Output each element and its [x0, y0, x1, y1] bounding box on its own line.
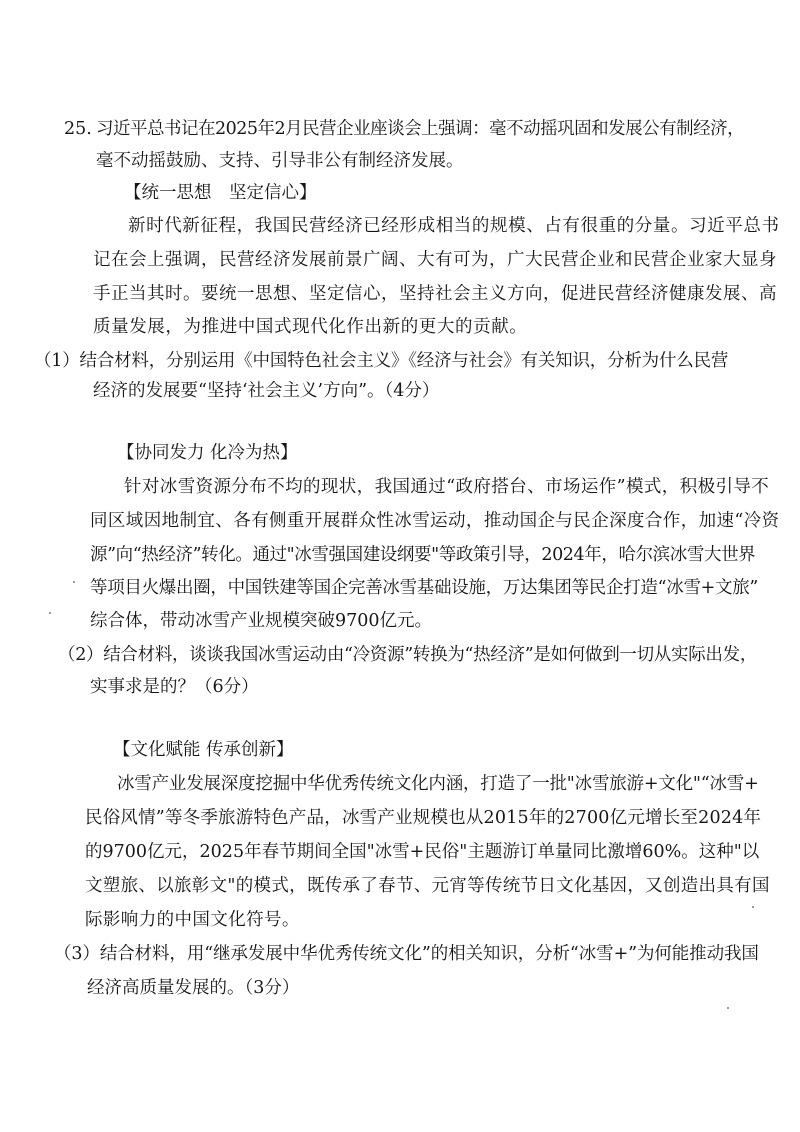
section2-question-line-2: 实事求是的？（6分） — [90, 677, 259, 697]
section1-question-line-1: （1）结合材料，分别运用《中国特色社会主义》《经济与社会》有关知识，分析为什么民营 — [34, 351, 729, 371]
section3-material-line-3: 的9700亿元，2025年春节期间全国"冰雪+民俗"主题游订单量同比激增60%。这种"以 — [85, 842, 760, 862]
section3-material-line-4: 文塑旅、以旅彰文"的模式，既传承了春节、元宵等传统节日文化基因，又创造出具有国 — [85, 876, 770, 896]
section2-material-line-2: 同区域因地制宜、各有侧重开展群众性冰雪运动，推动国企与民企深度合作，加速“冷资 — [90, 511, 780, 531]
scan-speck — [49, 612, 51, 614]
section1-heading: 【统一思想 坚定信心】 — [124, 183, 317, 203]
section3-question-line-1: （3）结合材料，用“继承发展中华优秀传统文化”的相关知识，分析“冰雪+”为何能推动我国 — [54, 944, 759, 964]
section3-material-line-2: 民俗风情”等冬季旅游特色产品，冰雪产业规模也从2015年的2700亿元增长至2024年 — [85, 808, 762, 828]
section1-question-line-2: 经济的发展要“坚持‘社会主义’方向”。（4分） — [93, 381, 440, 401]
section1-material-line-3: 手正当其时。要统一思想、坚定信心，坚持社会主义方向，促进民营经济健康发展、高 — [93, 284, 777, 304]
question-number: 25. — [64, 119, 92, 139]
section3-question-line-2: 经济高质量发展的。（3分） — [87, 978, 300, 998]
section3-material-line-1: 冰雪产业发展深度挖掘中华优秀传统文化内涵，打造了一批"冰雪旅游+文化"“冰雪+ — [117, 774, 759, 794]
question-stem-line-2: 毫不动摇鼓励、支持、引导非公有制经济发展。 — [96, 151, 464, 171]
section2-material-line-3: 源”向“热经济”转化。通过"冰雪强国建设纲要"等政策引导，2024年，哈尔滨冰雪大世界 — [90, 545, 756, 565]
section1-material-line-1: 新时代新征程，我国民营经济已经形成相当的规模、占有很重的分量。习近平总书 — [128, 216, 780, 236]
section1-material-line-4: 质量发展，为推进中国式现代化作出新的更大的贡献。 — [93, 317, 528, 337]
question-stem-line-1: 习近平总书记在2025年2月民营企业座谈会上强调：毫不动摇巩固和发展公有制经济， — [96, 119, 745, 139]
scan-speck — [73, 581, 75, 583]
section2-question-line-1: （2）结合材料，谈谈我国冰雪运动由“冷资源”转换为“热经济”是如何做到一切从实际出发， — [58, 645, 758, 665]
section2-material-line-5: 综合体，带动冰雪产业规模突破9700亿元。 — [90, 611, 433, 631]
section2-material-line-4: 等项目火爆出圈，中国铁建等国企完善冰雪基础设施，万达集团等民企打造“冰雪+文旅” — [90, 578, 759, 598]
section3-heading: 【文化赋能 传承创新】 — [113, 740, 294, 760]
scan-speck — [752, 906, 754, 908]
section3-material-line-5: 际影响力的中国文化符号。 — [85, 910, 300, 930]
section1-material-line-2: 记在会上强调，民营经济发展前景广阔、大有可为，广大民营企业和民营企业家大显身 — [93, 250, 777, 270]
section2-material-line-1: 针对冰雪资源分布不均的现状，我国通过“政府搭台、市场运作”模式，积极引导不 — [124, 477, 770, 497]
section2-heading: 【协同发力 化冷为热】 — [117, 443, 298, 463]
scan-speck — [727, 1007, 729, 1009]
